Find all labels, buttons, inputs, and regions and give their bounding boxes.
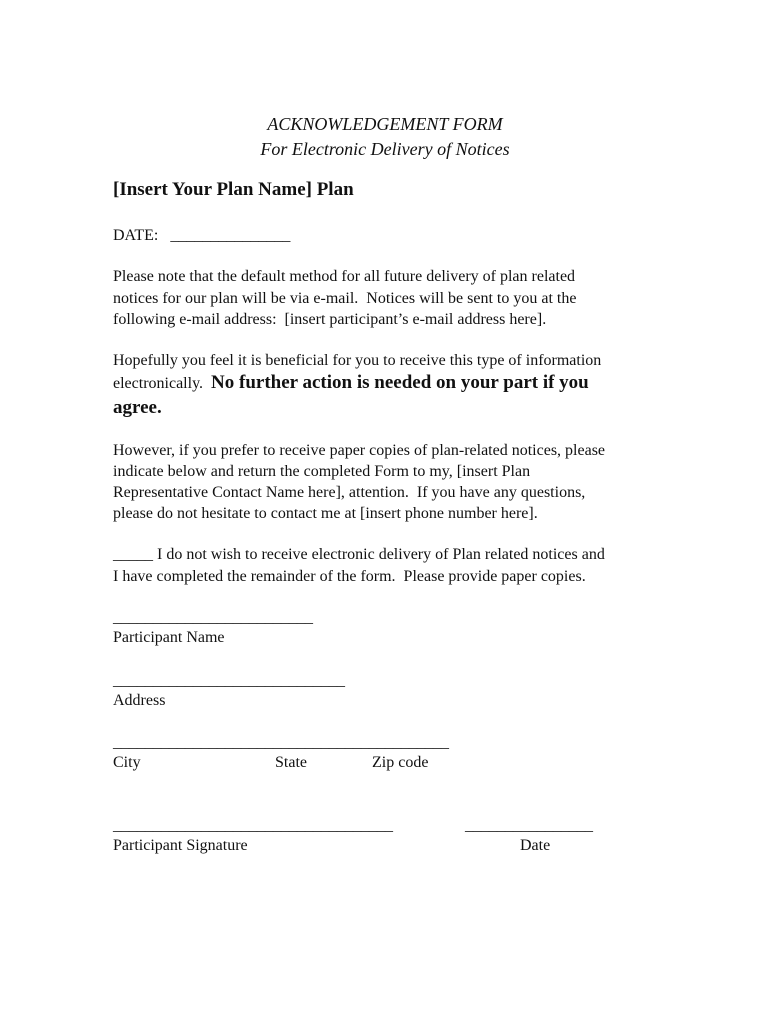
participant-name-blank[interactable]: _________________________ (113, 609, 313, 626)
paragraph-4-line-2: I have completed the remainder of the form. Please provide paper copies. (113, 568, 586, 585)
signature-date-label: Date (520, 837, 551, 854)
form-subtitle: For Electronic Delivery of Notices (260, 139, 510, 159)
city-blank[interactable]: __________________________________________ (113, 734, 449, 751)
paragraph-3-line-1: However, if you prefer to receive paper copies of plan-related notices, please (113, 442, 606, 459)
paragraph-3-line-3: Representative Contact Name here], attention. If you have any questions, (113, 484, 586, 501)
signature-label: Participant Signature (113, 837, 248, 854)
paragraph-3-line-2: indicate below and return the completed Form to my, [insert Plan (113, 463, 531, 480)
date-label: DATE: (113, 227, 159, 244)
signature-date-blank[interactable]: ________________ (465, 817, 593, 834)
paragraph-2-bold-text: No further action is needed on your part if you (211, 372, 589, 393)
signature-blank[interactable]: ___________________________________ (113, 817, 393, 834)
paragraph-4-line-1: _____ I do not wish to receive electronic delivery of Plan related notices and (113, 546, 605, 563)
paragraph-2-line-2 (113, 372, 589, 394)
address-blank[interactable]: _____________________________ (113, 672, 345, 689)
plan-name-heading: [Insert Your Plan Name] Plan (113, 179, 354, 200)
city-label: City (113, 754, 141, 771)
paragraph-2-line-3: agree. (113, 397, 162, 418)
participant-name-label: Participant Name (113, 629, 225, 646)
date-blank: _______________ (170, 227, 291, 244)
address-label: Address (113, 692, 166, 709)
form-title: ACKNOWLEDGEMENT FORM (267, 114, 503, 134)
date-line (113, 225, 290, 246)
paragraph-1-line-1: Please note that the default method for all future delivery of plan related (113, 268, 576, 285)
paragraph-2-normal-text: electronically. (113, 375, 212, 392)
paragraph-3-line-4: please do not hesitate to contact me at [insert phone number here]. (113, 505, 538, 522)
paragraph-1-line-2: notices for our plan will be via e-mail. Notices will be sent to you at the (113, 290, 577, 307)
zip-code-label: Zip code (372, 754, 429, 771)
paragraph-2-line-1: Hopefully you feel it is beneficial for you to receive this type of information (113, 352, 602, 369)
state-label: State (275, 754, 307, 771)
paragraph-1-line-3: following e-mail address: [insert participant’s e-mail address here]. (113, 311, 547, 328)
